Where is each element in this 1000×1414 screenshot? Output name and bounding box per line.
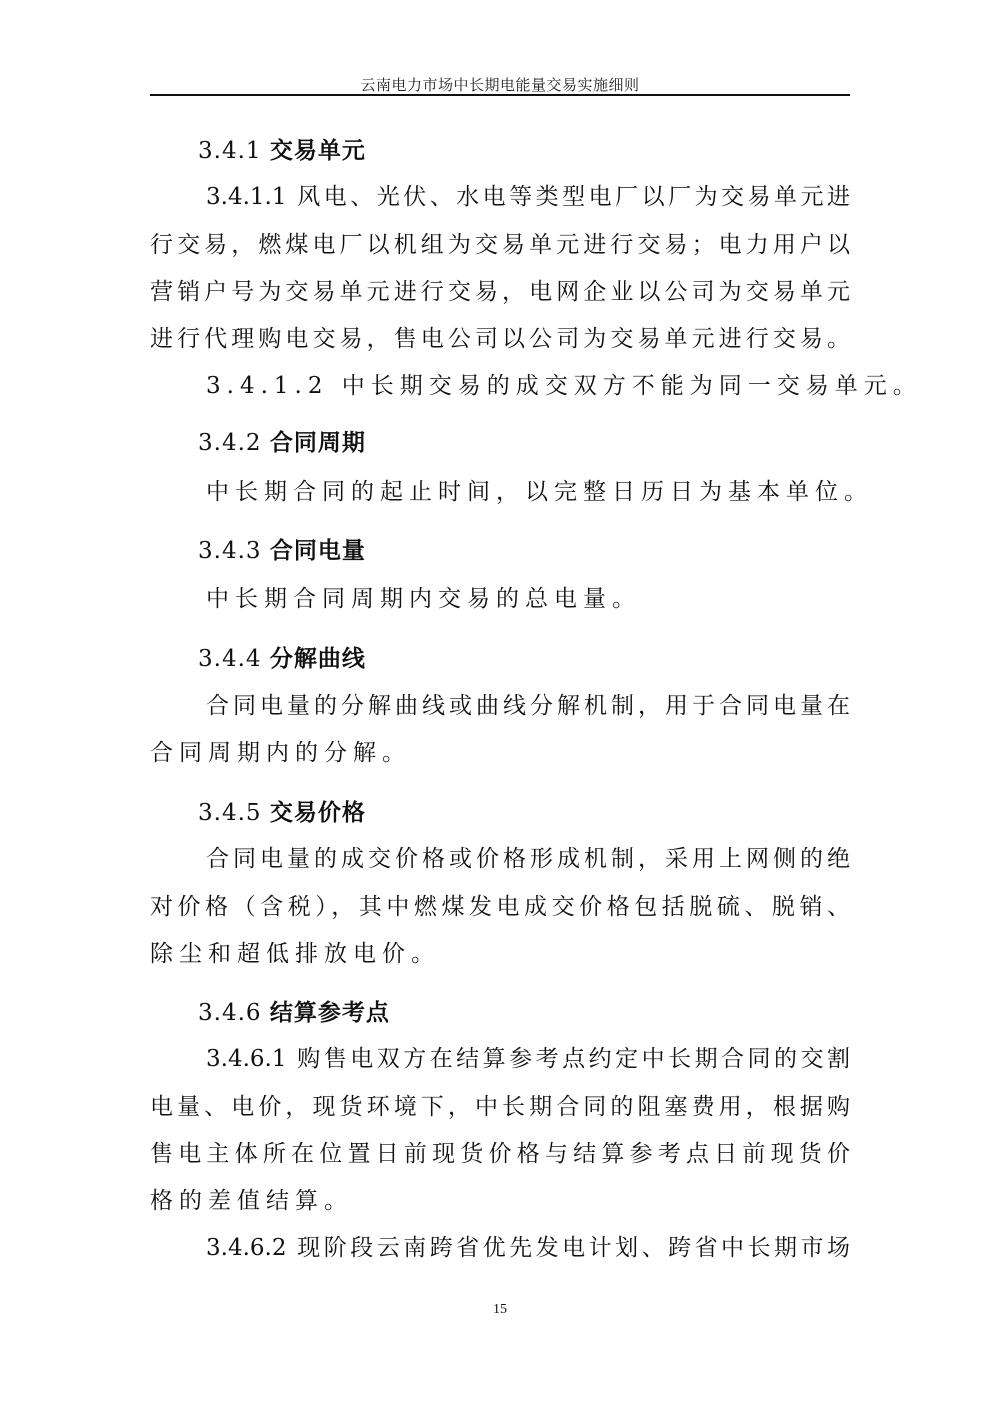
paragraph-line: 合同电量的分解曲线或曲线分解机制，用于合同电量在 bbox=[206, 693, 850, 719]
section-number: 3.4.1 bbox=[198, 138, 262, 164]
section-heading-3-4-1 bbox=[198, 136, 366, 166]
section-title: 合同周期 bbox=[269, 429, 366, 456]
paragraph-line: 格的差值结算。 bbox=[150, 1188, 353, 1214]
paragraph-line: 售电主体所在位置日前现货价格与结算参考点日前现货价 bbox=[150, 1141, 850, 1167]
paragraph-line: 除尘和超低排放电价。 bbox=[150, 941, 440, 967]
section-title: 分解曲线 bbox=[269, 645, 366, 672]
paragraph-line: 对价格（含税），其中燃煤发电成交价格包括脱硫、脱销、 bbox=[150, 894, 850, 920]
section-title: 交易单元 bbox=[269, 137, 366, 164]
section-number: 3.4.6 bbox=[198, 1000, 262, 1026]
section-heading-3-4-6 bbox=[198, 998, 390, 1028]
section-number: 3.4.2 bbox=[198, 430, 262, 456]
paragraph-line: 3.4.6.2 现阶段云南跨省优先发电计划、跨省中长期市场 bbox=[206, 1235, 850, 1261]
running-header-title: 云南电力市场中长期电能量交易实施细则 bbox=[360, 76, 640, 94]
section-number: 3.4.3 bbox=[198, 538, 262, 564]
paragraph-line: 合同电量的成交价格或价格形成机制，采用上网侧的绝 bbox=[206, 846, 850, 872]
paragraph-line: 营销户号为交易单元进行交易，电网企业以公司为交易单元 bbox=[150, 279, 850, 305]
paragraph-line: 行交易，燃煤电厂以机组为交易单元进行交易；电力用户以 bbox=[150, 232, 850, 258]
paragraph-line: 中长期合同周期内交易的总电量。 bbox=[206, 586, 641, 612]
section-number: 3.4.4 bbox=[198, 646, 262, 672]
section-number: 3.4.5 bbox=[198, 800, 262, 826]
section-title: 结算参考点 bbox=[269, 999, 390, 1026]
page-number: 15 bbox=[493, 1302, 507, 1317]
section-heading-3-4-3 bbox=[198, 536, 366, 566]
paragraph-line: 3.4.1.2 中长期交易的成交双方不能为同一交易单元。 bbox=[206, 373, 922, 399]
paragraph-line: 电量、电价，现货环境下，中长期合同的阻塞费用，根据购 bbox=[150, 1094, 850, 1120]
paragraph-line: 中长期合同的起止时间，以完整日历日为基本单位。 bbox=[206, 479, 873, 505]
header-rule bbox=[150, 94, 850, 96]
section-heading-3-4-5 bbox=[198, 798, 366, 828]
paragraph-line: 进行代理购电交易，售电公司以公司为交易单元进行交易。 bbox=[150, 326, 850, 352]
section-heading-3-4-4 bbox=[198, 644, 366, 674]
section-heading-3-4-2 bbox=[198, 428, 366, 458]
paragraph-line: 合同周期内的分解。 bbox=[150, 740, 411, 766]
paragraph-line: 3.4.6.1 购售电双方在结算参考点约定中长期合同的交割 bbox=[206, 1046, 850, 1072]
section-title: 合同电量 bbox=[269, 537, 366, 564]
paragraph-line: 3.4.1.1 风电、光伏、水电等类型电厂以厂为交易单元进 bbox=[206, 184, 850, 210]
section-title: 交易价格 bbox=[269, 799, 366, 826]
